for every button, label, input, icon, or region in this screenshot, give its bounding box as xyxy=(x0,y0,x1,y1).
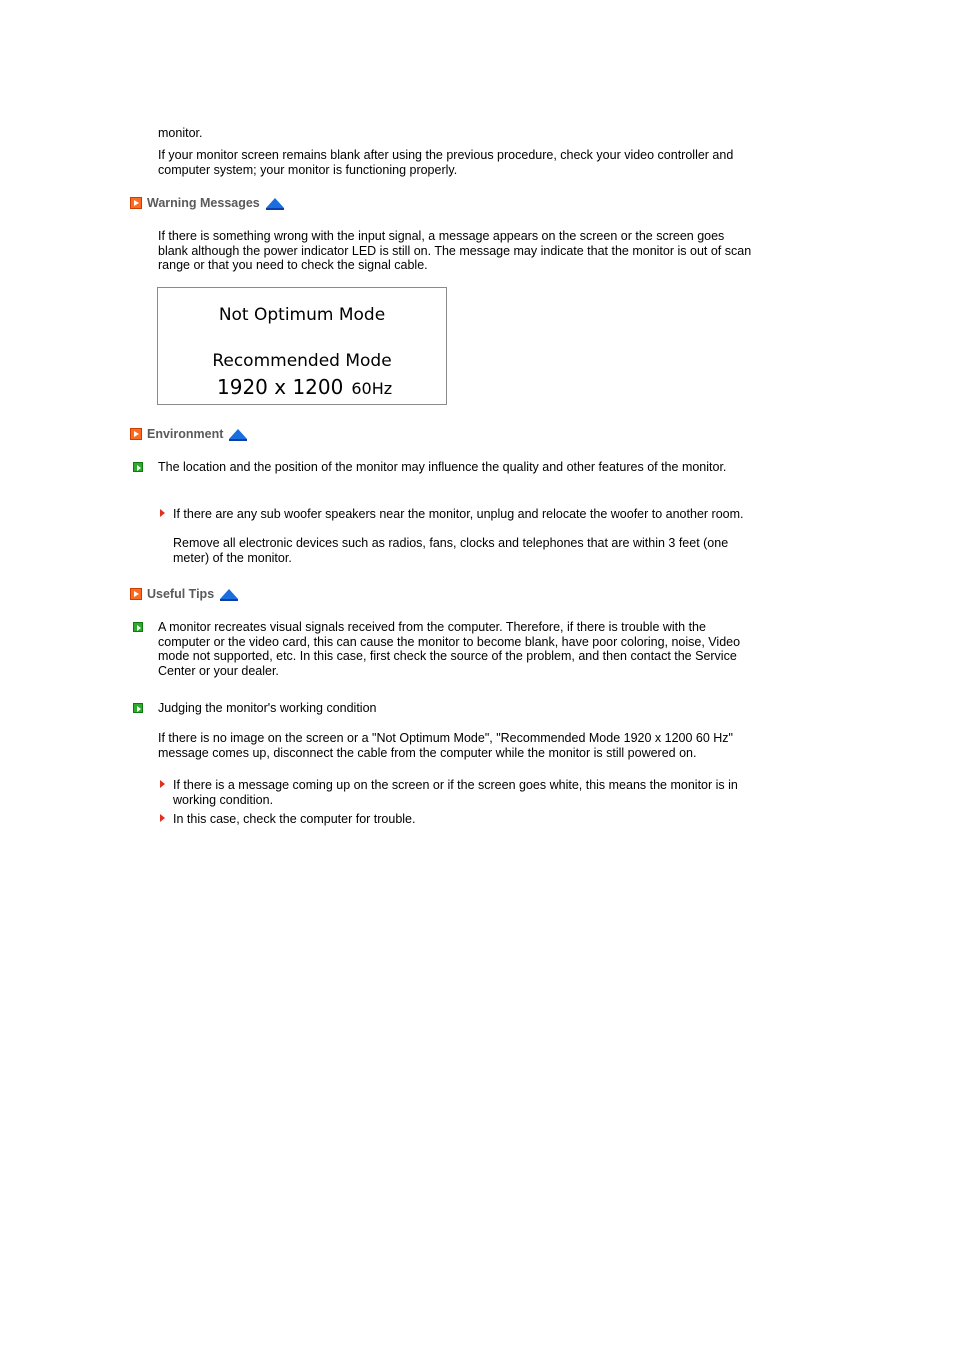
section-heading-environment xyxy=(130,426,247,442)
back-to-top-icon[interactable] xyxy=(266,198,284,208)
tips-sub-working-condition: If there is a message coming up on the screen or if the screen goes white, this means the monitor is in working condition. xyxy=(173,778,738,807)
section-title: Useful Tips xyxy=(147,586,215,601)
section-marker-icon xyxy=(130,197,142,209)
section-title: Environment xyxy=(147,426,224,441)
green-bullet-icon xyxy=(133,703,143,713)
tips-judging-body: If there is no image on the screen or a "Not Optimum Mode", "Recommended Mode 1920 x 1200 60 Hz" message comes up, disconnect the cable from the computer while the monitor is still powered on. xyxy=(158,731,733,760)
osd-recommended-mode: Recommended Mode xyxy=(212,351,392,371)
section-heading-useful-tips xyxy=(130,586,238,602)
intro-continuation: monitor. xyxy=(158,126,203,140)
osd-refresh-rate: 60Hz xyxy=(351,379,393,398)
back-to-top-icon[interactable] xyxy=(220,589,238,599)
environment-item-location: The location and the position of the monitor may influence the quality and other features of the monitor. xyxy=(158,460,727,474)
environment-sub-woofer: If there are any sub woofer speakers near the monitor, unplug and relocate the woofer to another room. xyxy=(173,507,744,521)
tips-item-signals: A monitor recreates visual signals received from the computer. Therefore, if there is trouble with the computer or the video card, this can cause the monitor to become blank, have poor coloring, noise, Video mode not supported, etc. In this case, first check the source of the problem, and then contact the Service Center or your dealer. xyxy=(158,620,741,678)
tips-sub-check-computer: In this case, check the computer for trouble. xyxy=(173,812,416,826)
green-bullet-icon xyxy=(133,462,143,472)
green-bullet-icon xyxy=(133,622,143,632)
section-title: Warning Messages xyxy=(147,195,260,210)
environment-sub-devices: Remove all electronic devices such as radios, fans, clocks and telephones that are within 3 feet (one meter) of the monitor. xyxy=(173,536,729,565)
tips-item-judging: Judging the monitor's working condition xyxy=(158,701,377,715)
back-to-top-icon[interactable] xyxy=(229,429,247,439)
osd-message-box xyxy=(157,287,447,405)
osd-not-optimum-mode: Not Optimum Mode xyxy=(218,305,386,325)
section-marker-icon xyxy=(130,588,142,600)
red-arrow-bullet-icon xyxy=(160,509,165,517)
section-marker-icon xyxy=(130,428,142,440)
red-arrow-bullet-icon xyxy=(160,780,165,788)
section-heading-warning-messages xyxy=(130,195,284,211)
red-arrow-bullet-icon xyxy=(160,814,165,822)
warning-body: If there is something wrong with the input signal, a message appears on the screen or the screen goes blank although the power indicator LED is still on. The message may indicate that the monitor is out of scan range or that you need to check the signal cable. xyxy=(158,229,752,273)
osd-resolution-line xyxy=(217,375,392,401)
blank-screen-note: If your monitor screen remains blank after using the previous procedure, check your video controller and computer system; your monitor is functioning properly. xyxy=(158,148,734,177)
osd-resolution: 1920 x 1200 xyxy=(217,375,344,399)
